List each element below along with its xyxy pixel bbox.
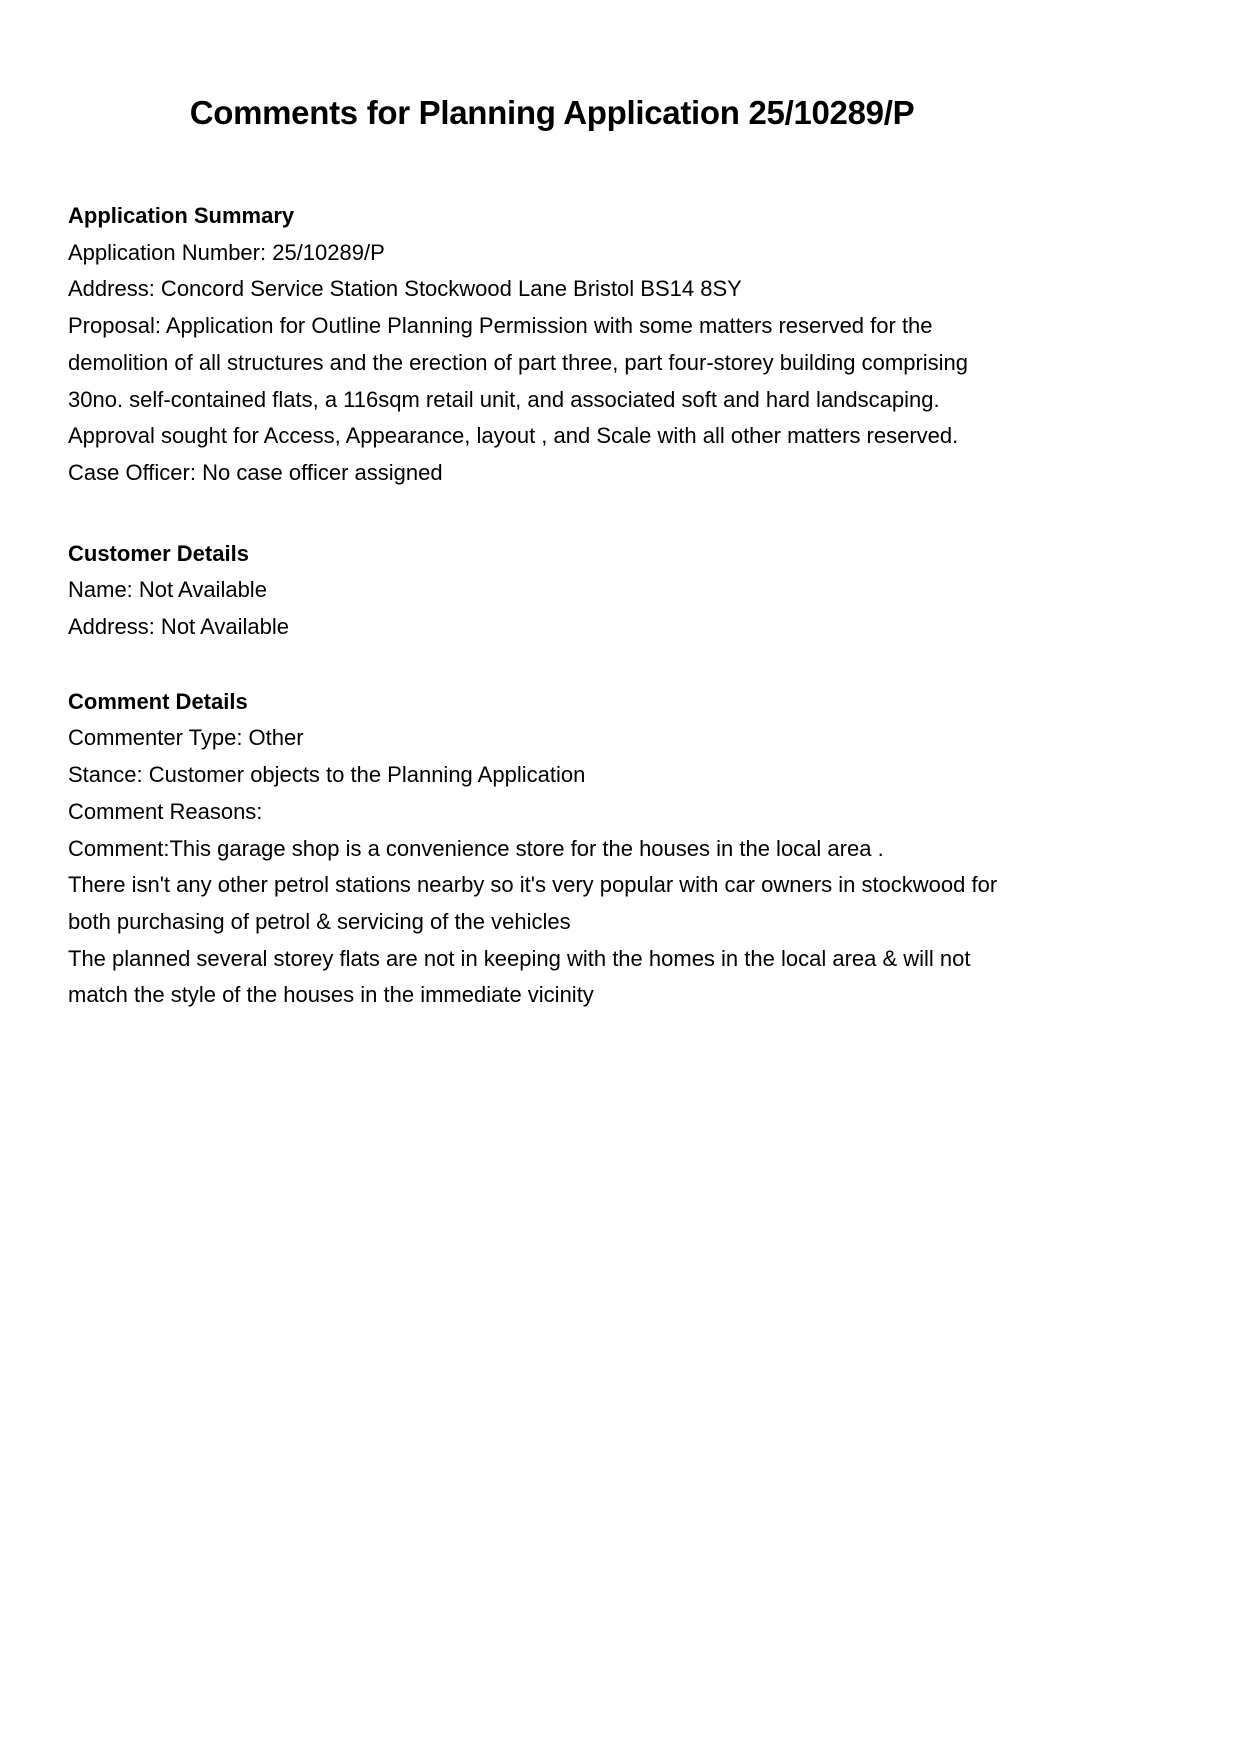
text-line: both purchasing of petrol & servicing of the vehicles — [68, 908, 571, 934]
text-line: The planned several storey flats are not in keeping with the homes in the local area & will not — [68, 945, 971, 971]
text-line: Name: Not Available — [68, 577, 267, 603]
document-content — [68, 0, 1036, 1014]
application-summary-heading: Application Summary — [68, 203, 295, 228]
text-line: Stance: Customer objects to the Planning Application — [68, 762, 586, 788]
text-line: Address: Not Available — [68, 614, 289, 640]
text-line: Application Number: 25/10289/P — [68, 239, 385, 265]
text-line: Comment:This garage shop is a convenience store for the houses in the local area . — [68, 835, 884, 861]
comment-details-heading: Comment Details — [68, 688, 248, 714]
customer-details-heading: Customer Details — [68, 540, 249, 566]
text-line: Proposal: Application for Outline Planning Permission with some matters reserved for the — [68, 313, 933, 339]
text-line: Comment Reasons: — [68, 798, 263, 824]
customer-details-section — [68, 536, 1036, 646]
text-line: 30no. self-contained flats, a 116sqm retail unit, and associated soft and hard landscaping. — [68, 386, 940, 412]
text-line: Commenter Type: Other — [68, 725, 304, 751]
text-line: Case Officer: No case officer assigned — [68, 459, 443, 485]
comment-details-section — [68, 684, 1036, 1014]
page-title: Comments for Planning Application 25/10289/P — [189, 94, 915, 131]
text-line: Approval sought for Access, Appearance, layout , and Scale with all other matters reserved. — [68, 423, 959, 449]
text-line: match the style of the houses in the immediate vicinity — [68, 982, 594, 1008]
application-summary-section — [68, 198, 1036, 492]
text-line: There isn't any other petrol stations nearby so it's very popular with car owners in stockwood for — [68, 872, 998, 898]
text-line: Address: Concord Service Station Stockwood Lane Bristol BS14 8SY — [68, 276, 742, 302]
text-line: demolition of all structures and the erection of part three, part four-storey building comprising — [68, 349, 969, 375]
